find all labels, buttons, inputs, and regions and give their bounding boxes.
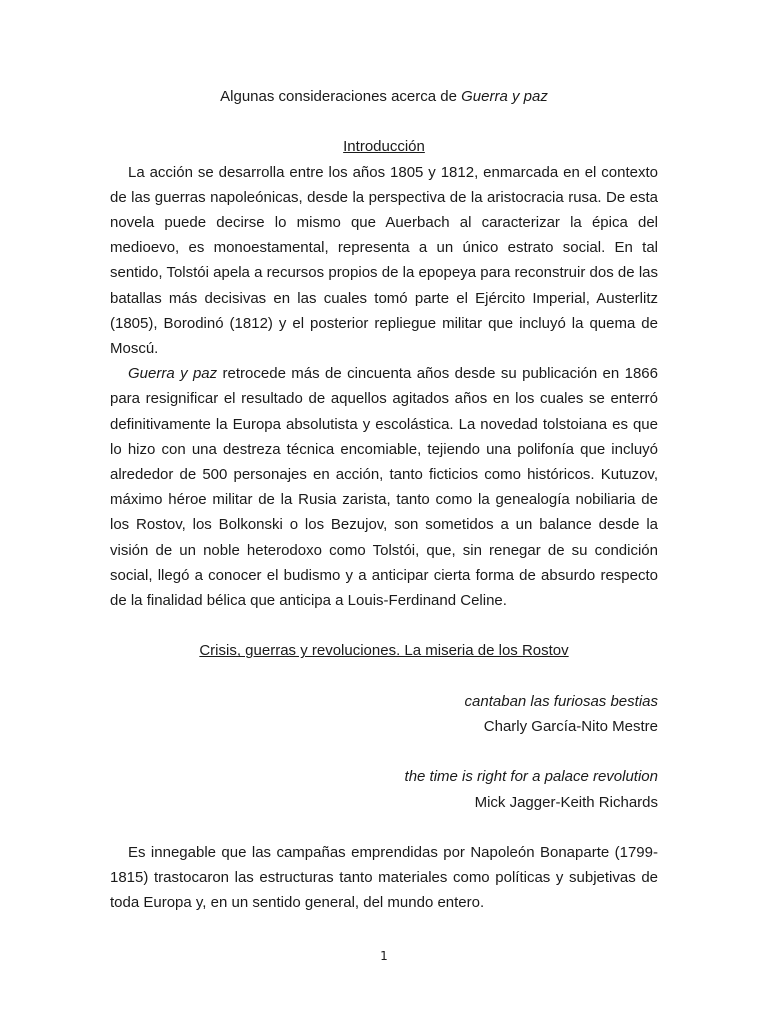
paragraph-1: La acción se desarrolla entre los años 1805 y 1812, enmarcada en el contexto de las guerras napoleónicas, desde la perspectiva de la aristocracia rusa. De esta novela puede decirse lo mismo que Auerbach al caracterizar la épica del medioevo, es monoestamental, representa a un único estrato social. En tal sentido, Tolstói apela a recursos propios de la epopeya para reconstruir dos de las batallas más decisivas en las cuales tomó parte el Ejército Imperial, Austerlitz (1805), Borodinó (1812) y el posterior repliegue militar que incluyó la quema de Moscú. <box>110 163 658 358</box>
page-number: 1 <box>380 949 388 963</box>
epigraph-1 <box>110 689 658 739</box>
section-heading-crisis: Crisis, guerras y revoluciones. La miseria de los Rostov <box>199 642 569 660</box>
epigraph-author: Mick Jagger-Keith Richards <box>474 793 658 811</box>
epigraph-2 <box>110 764 658 814</box>
epigraph-quote: cantaban las furiosas bestias <box>464 692 658 710</box>
epigraph-quote: the time is right for a palace revolution <box>404 768 658 786</box>
blank-line <box>110 739 658 764</box>
paragraph-2 <box>110 361 658 613</box>
epigraph-author: Charly García-Nito Mestre <box>483 718 658 736</box>
blank-line <box>110 109 658 134</box>
title-italic-text: Guerra y paz <box>461 88 548 105</box>
blank-line <box>110 815 658 840</box>
paragraph-2-italic: Guerra y paz <box>128 365 218 383</box>
section-heading-introduccion: Introducción <box>343 138 425 156</box>
blank-line <box>110 613 658 638</box>
paragraph-3: Es innegable que las campañas emprendidas por Napoleón Bonaparte (1799-1815) trastocaron las estructuras tanto materiales como políticas y subjetivas de toda Europa y, en un sentido general, del mundo entero. <box>110 844 658 912</box>
document-body <box>110 84 658 916</box>
document-title <box>110 84 658 109</box>
title-text: Algunas consideraciones acerca de <box>220 88 462 105</box>
blank-line <box>110 664 658 689</box>
paragraph-2-text: retrocede más de cincuenta años desde su publicación en 1866 para resignificar el resultado de aquellos agitados años en los cuales se enterró definitivamente la Europa absolutista y escolástica. La novedad tolstoiana es que lo hizo con una destreza técnica encomiable, tejiendo una polifonía que incluyó alrededor de 500 personajes en acción, tanto ficticios como históricos. Kutuzov, máximo héroe militar de la Rusia zarista, tanto como la genealogía nobiliaria de los Rostov, los Bolkonski o los Bezujov, son sometidos a un balance desde la visión de un noble heterodoxo como Tolstói, que, sin renegar de su condición social, llegó a conocer el budismo y a anticipar cierta forma de absurdo respecto de la finalidad bélica que anticipa a Louis-Ferdinand Celine. <box>110 365 658 610</box>
